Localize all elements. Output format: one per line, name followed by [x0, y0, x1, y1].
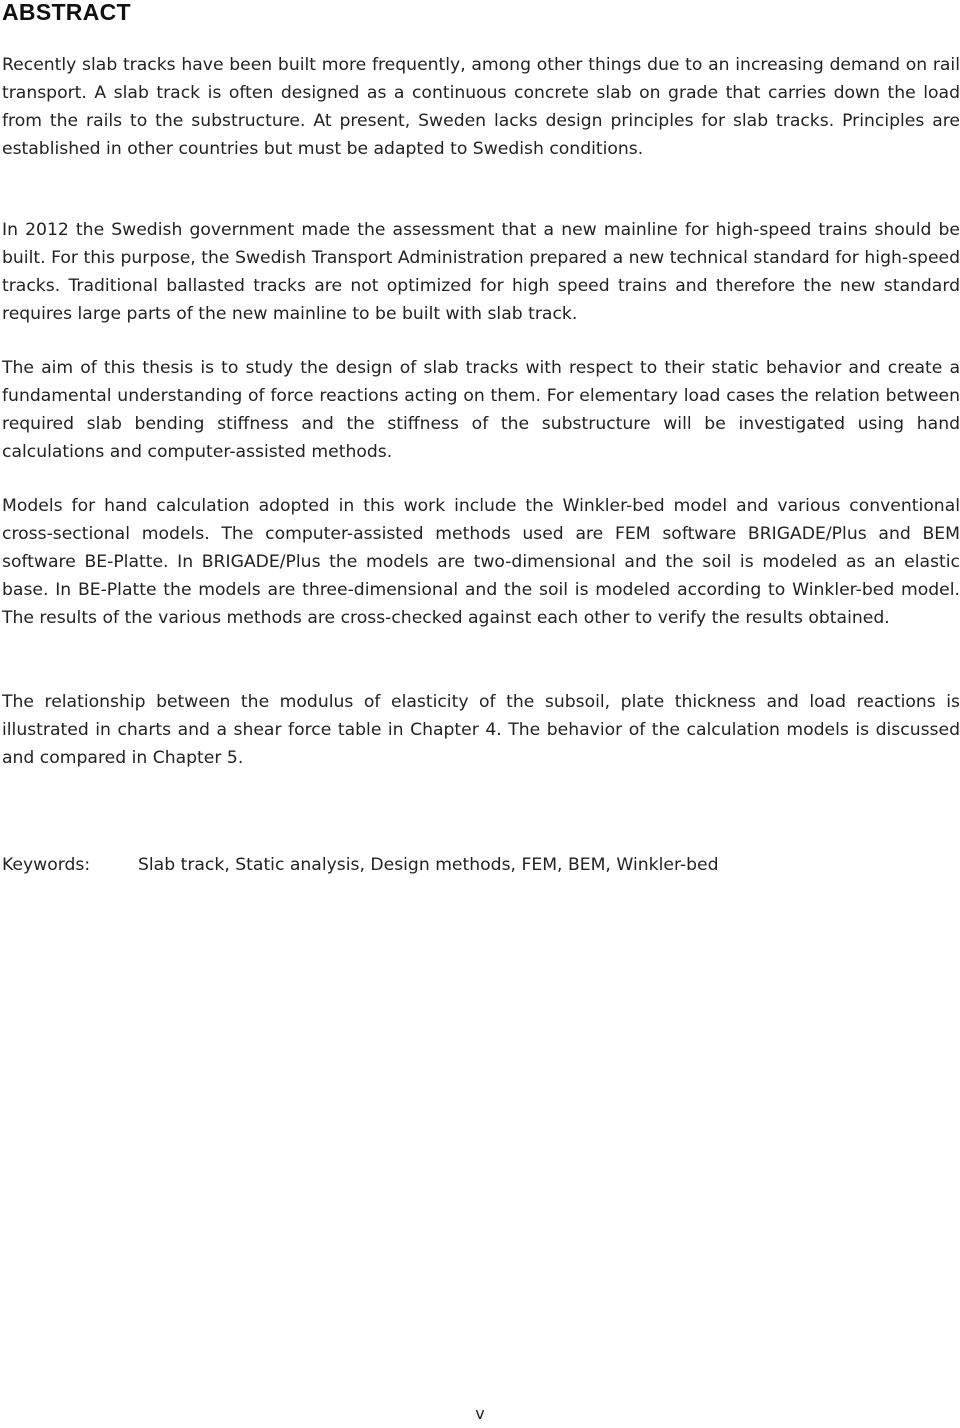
abstract-paragraph-2: In 2012 the Swedish government made the assessment that a new mainline for high-speed trains should be built. For this purpose, the Swedish Transport Administration prepared a new technical standard for high-speed tracks. Traditional ballasted tracks are not optimized for high speed trains and therefore the new standard requires large parts of the new mainline to be built with slab track.	[2, 220, 960, 324]
abstract-paragraph-1: Recently slab tracks have been built more frequently, among other things due to an increasing demand on rail transport. A slab track is often designed as a continuous concrete slab on grade that carries down the load from the rails to the substructure. At present, Sweden lacks design principles for slab tracks. Principles are established in other countries but must be adapted to Swedish conditions.	[2, 55, 960, 159]
keywords-value: Slab track, Static analysis, Design methods, FEM, BEM, Winkler-bed	[138, 855, 719, 875]
keywords-label: Keywords:	[2, 855, 91, 875]
abstract-paragraph-3: The aim of this thesis is to study the design of slab tracks with respect to their static behavior and create a fundamental understanding of force reactions acting on them. For elementary load cases the relation between required slab bending stiffness and the stiffness of the substructure will be investigated using hand calculations and computer-assisted methods.	[2, 358, 960, 462]
page-number: v	[475, 1404, 485, 1423]
abstract-paragraph-5: The relationship between the modulus of elasticity of the subsoil, plate thickness and load reactions is illustrated in charts and a shear force table in Chapter 4. The behavior of the calculation models is discussed and compared in Chapter 5.	[2, 692, 960, 768]
abstract-heading: ABSTRACT	[2, 0, 131, 25]
abstract-paragraph-4: Models for hand calculation adopted in this work include the Winkler-bed model and various conventional cross-sectional models. The computer-assisted methods used are FEM software BRIGADE/Plus and BEM software BE-Platte. In BRIGADE/Plus the models are two-dimensional and the soil is modeled as an elastic base. In BE-Platte the models are three-dimensional and the soil is modeled according to Winkler-bed model. The results of the various methods are cross-checked against each other to verify the results obtained.	[2, 496, 960, 628]
keywords-line	[2, 851, 960, 879]
